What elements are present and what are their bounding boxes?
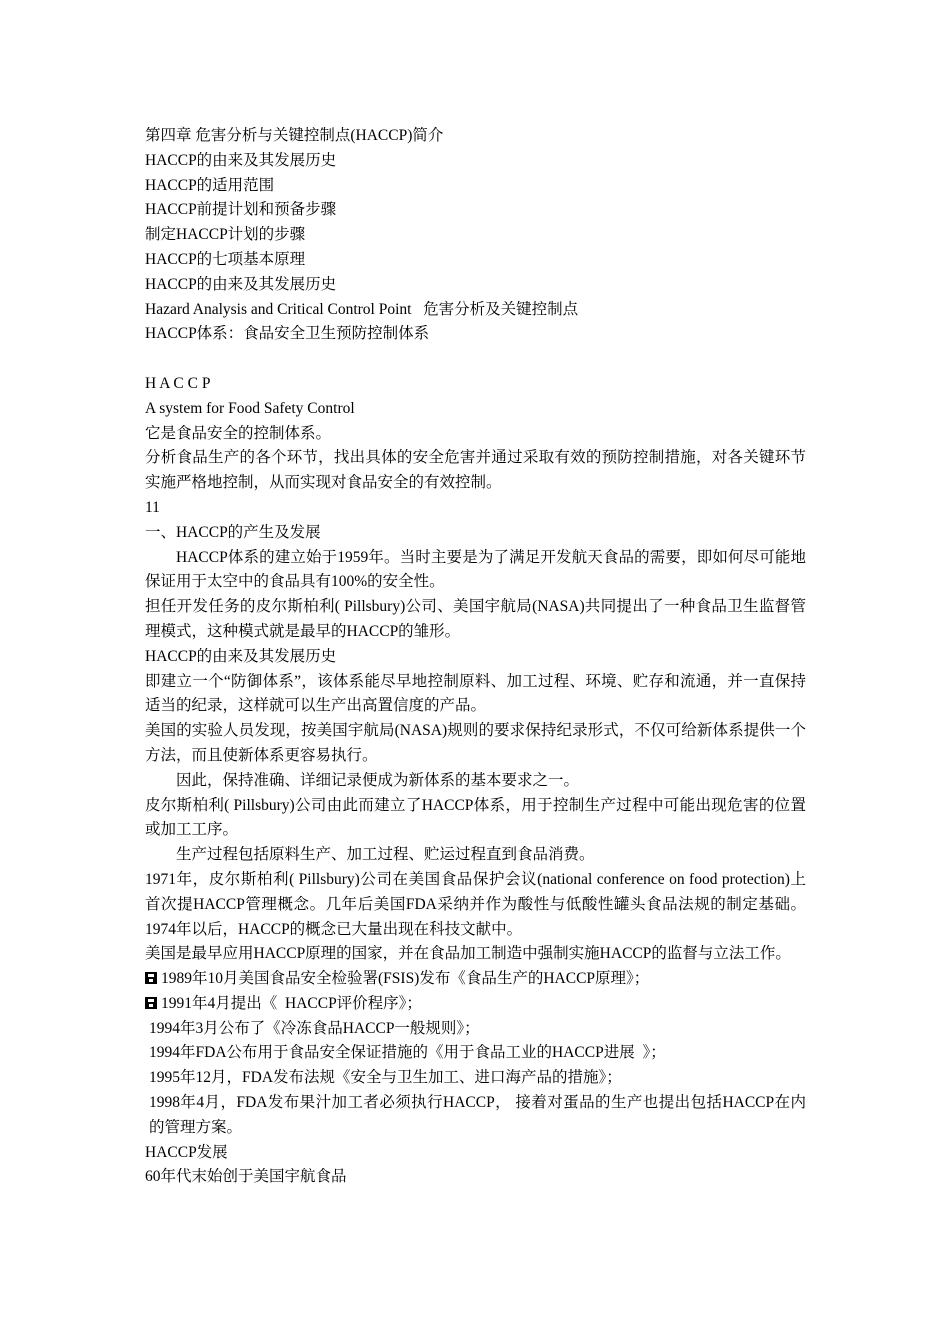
bullet-text: 1991年4月提出《 HACCP评价程序》； — [161, 994, 422, 1012]
toc-item: 制定HACCP计划的步骤 — [145, 226, 306, 244]
paragraph: HACCP体系的建立始于1959年。当时主要是为了满足开发航天食品的需要，即如何尽可能地保证用于太空中的食品具有100%的安全性。 — [145, 548, 806, 591]
paragraph: 1998年4月，FDA发布果汁加工者必须执行HACCP， 接着对蛋品的生产也提出包括HACCP在内的管理方案。 — [149, 1094, 806, 1136]
text-line: HACCP体系：食品安全卫生预防控制体系 — [145, 325, 430, 343]
document-page — [145, 124, 806, 1190]
list-line: 1994年3月公布了《冷冻食品HACCP一般规则》； — [149, 1019, 480, 1037]
text-line: Hazard Analysis and Critical Control Point 危害分析及关键控制点 — [145, 300, 579, 318]
section-heading: 一、HACCP的产生及发展 — [145, 523, 321, 541]
bullet-item — [145, 967, 806, 992]
text-line: H A C C P — [145, 374, 211, 392]
chapter-title: 第四章 危害分析与关键控制点(HACCP)简介 — [145, 127, 444, 144]
paragraph: 美国是最早应用HACCP原理的国家，并在食品加工制造中强制实施HACCP的监督与立法工作。 — [145, 945, 791, 963]
page-number: 11 — [145, 498, 160, 516]
toc-item: HACCP的由来及其发展历史 — [145, 151, 337, 169]
text-line: 它是食品安全的控制体系。 — [145, 424, 332, 442]
text-line: A system for Food Safety Control — [145, 399, 355, 417]
toc-item: HACCP的适用范围 — [145, 176, 275, 194]
text-line: HACCP的由来及其发展历史 — [145, 275, 337, 293]
text-line: 60年代末始创于美国宇航食品 — [145, 1168, 347, 1186]
list-line: 1995年12月，FDA发布法规《安全与卫生加工、进口海产品的措施》； — [149, 1069, 622, 1087]
paragraph: 美国的实验人员发现，按美国宇航局(NASA)规则的要求保持纪录形式，不仅可给新体系提供一个方法，而且使新体系更容易执行。 — [145, 722, 806, 764]
toc-item: HACCP的七项基本原理 — [145, 250, 306, 268]
paragraph: 担任开发任务的皮尔斯柏利( Pillsbury)公司、美国宇航局(NASA)共同提出了一种食品卫生监督管理模式，这种模式就是最早的HACCP的雏形。 — [145, 598, 806, 640]
blank-line — [145, 347, 806, 372]
floppy-disk-icon — [145, 997, 157, 1009]
paragraph: 1971年，皮尔斯柏利( Pillsbury)公司在美国食品保护会议(national conference on food protection)上首次提HACCP管理概念。几年后美国FDA采纳并作为酸性与低酸性罐头食品法规的制定基础。1974年以后，HACCP的概念已大量出现在科技文献中。 — [145, 870, 806, 938]
paragraph: 即建立一个“防御体系”，该体系能尽早地控制原料、加工过程、环境、贮存和流通，并一直保持适当的纪录，这样就可以生产出高置信度的产品。 — [145, 672, 806, 715]
floppy-disk-icon — [145, 972, 157, 984]
paragraph: 因此，保持准确、详细记录便成为新体系的基本要求之一。 — [176, 771, 580, 789]
text-line: HACCP发展 — [145, 1143, 228, 1161]
list-line: 1994年FDA公布用于食品安全保证措施的《用于食品工业的HACCP进展 》； — [149, 1044, 666, 1062]
text-line: HACCP的由来及其发展历史 — [145, 647, 337, 665]
paragraph: 皮尔斯柏利( Pillsbury)公司由此而建立了HACCP体系，用于控制生产过程中可能出现危害的位置或加工工序。 — [145, 796, 806, 839]
paragraph: 生产过程包括原料生产、加工过程、贮运过程直到食品消费。 — [176, 846, 595, 864]
paragraph: 分析食品生产的各个环节，找出具体的安全危害并通过采取有效的预防控制措施，对各关键环节实施严格地控制，从而实现对食品安全的有效控制。 — [145, 449, 806, 492]
bullet-item — [145, 992, 806, 1017]
toc-item: HACCP前提计划和预备步骤 — [145, 201, 337, 219]
bullet-text: 1989年10月美国食品安全检验署(FSIS)发布《食品生产的HACCP原理》； — [161, 970, 650, 988]
